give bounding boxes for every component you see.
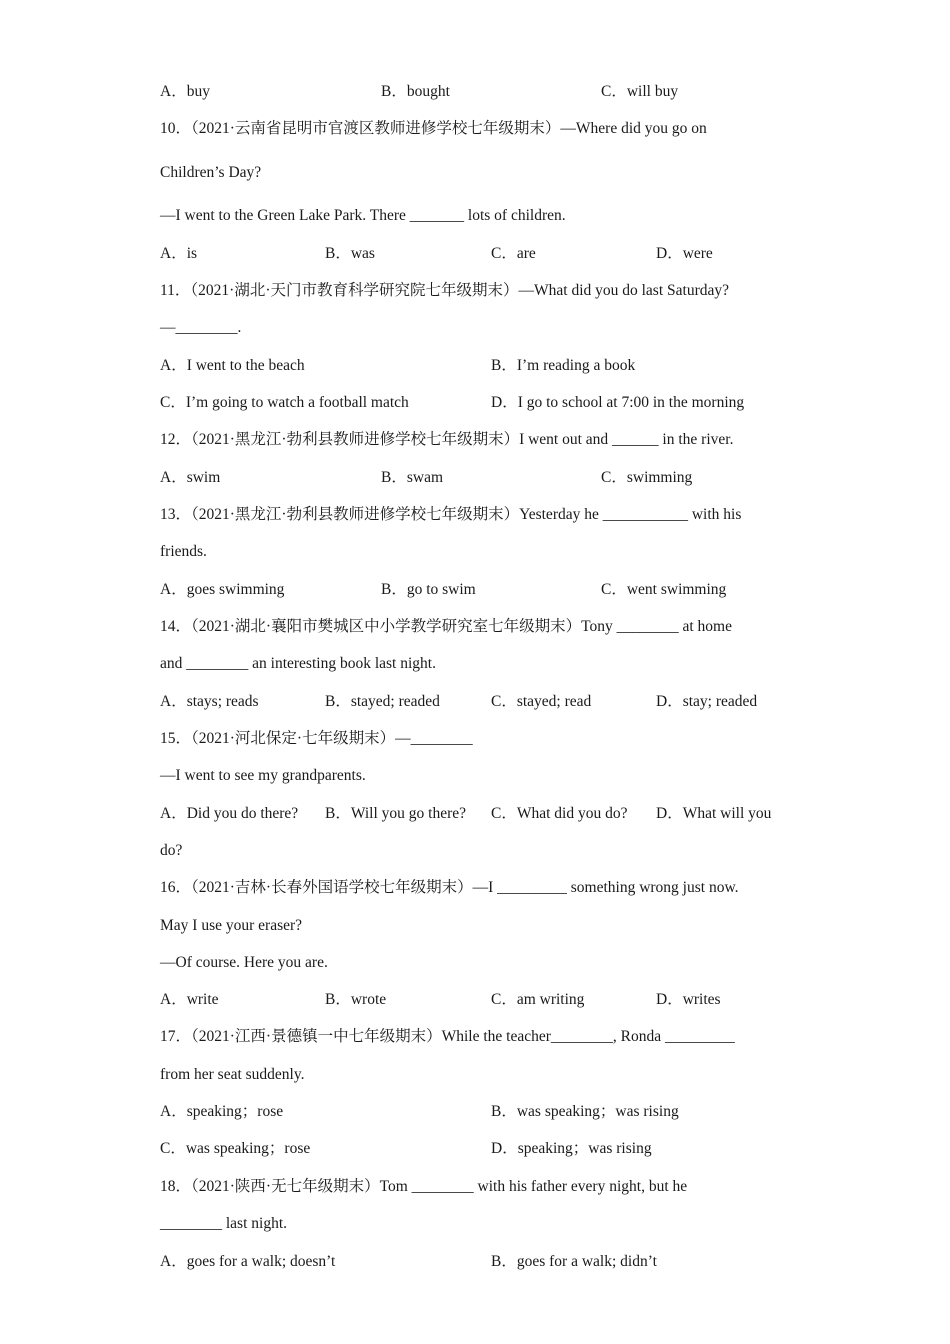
q15-option-c: C．What did you do? bbox=[491, 805, 628, 822]
q11-stem: 11．（2021·湖北·天门市教育科学研究院七年级期末）—What did you do last Saturday? bbox=[160, 282, 729, 299]
q14-option-c: C．stayed; read bbox=[491, 693, 592, 710]
q10-option-b: B．was bbox=[325, 245, 375, 262]
q16-option-b: B．wrote bbox=[325, 991, 387, 1008]
q17-option-c: C．was speaking；rose bbox=[160, 1140, 311, 1157]
q10-stem-cont: Children’s Day? bbox=[160, 164, 262, 181]
q13-option-b: B．go to swim bbox=[381, 581, 476, 598]
q18-stem: 18．（2021·陕西·无七年级期末）Tom ________ with his father every night, but he bbox=[160, 1178, 688, 1195]
q14-stem: 14．（2021·湖北·襄阳市樊城区中小学教学研究室七年级期末）Tony ________ at home bbox=[160, 618, 732, 635]
q18-option-a: A．goes for a walk; doesn’t bbox=[160, 1253, 336, 1270]
q9-option-a: A．buy bbox=[160, 83, 210, 100]
q12-option-b: B．swam bbox=[381, 469, 444, 486]
q15-option-d: D．What will you bbox=[656, 805, 772, 822]
q11-option-b: B．I’m reading a book bbox=[491, 357, 636, 374]
q16-option-d: D．writes bbox=[656, 991, 721, 1008]
q17-stem: 17．（2021·江西·景德镇一中七年级期末）While the teacher________, Ronda _________ bbox=[160, 1028, 735, 1045]
q15-response: —I went to see my grandparents. bbox=[160, 767, 366, 784]
q9-option-c: C．will buy bbox=[601, 83, 679, 100]
q17-stem-cont: from her seat suddenly. bbox=[160, 1066, 305, 1083]
q14-option-d: D．stay; readed bbox=[656, 693, 758, 710]
q15-stem: 15．（2021·河北保定·七年级期末）—________ bbox=[160, 730, 473, 747]
q16-response: —Of course. Here you are. bbox=[160, 954, 328, 971]
q15-option-a: A．Did you do there? bbox=[160, 805, 299, 822]
q17-option-a: A．speaking；rose bbox=[160, 1103, 284, 1120]
q17-option-d: D．speaking；was rising bbox=[491, 1140, 652, 1157]
q16-stem: 16．（2021·吉林·长春外国语学校七年级期末）—I _________ something wrong just now. bbox=[160, 879, 739, 896]
q16-stem-cont: May I use your eraser? bbox=[160, 917, 303, 934]
q9-option-b: B．bought bbox=[381, 83, 450, 100]
q12-stem: 12．（2021·黑龙江·勃利县教师进修学校七年级期末）I went out and ______ in the river. bbox=[160, 431, 734, 448]
q17-option-b: B．was speaking；was rising bbox=[491, 1103, 679, 1120]
q11-option-d: D．I go to school at 7:00 in the morning bbox=[491, 394, 745, 411]
q11-option-a: A．I went to the beach bbox=[160, 357, 305, 374]
q11-response: —________. bbox=[160, 319, 242, 336]
q15-option-b: B．Will you go there? bbox=[325, 805, 466, 822]
q13-option-c: C．went swimming bbox=[601, 581, 727, 598]
q14-option-b: B．stayed; readed bbox=[325, 693, 440, 710]
q10-option-d: D．were bbox=[656, 245, 713, 262]
q10-response: —I went to the Green Lake Park. There _______ lots of children. bbox=[160, 207, 566, 224]
q12-option-c: C．swimming bbox=[601, 469, 693, 486]
q18-option-b: B．goes for a walk; didn’t bbox=[491, 1253, 657, 1270]
q16-option-a: A．write bbox=[160, 991, 219, 1008]
q14-stem-cont: and ________ an interesting book last night. bbox=[160, 655, 436, 672]
q13-stem: 13．（2021·黑龙江·勃利县教师进修学校七年级期末）Yesterday he ___________ with his bbox=[160, 506, 742, 523]
q11-option-c: C．I’m going to watch a football match bbox=[160, 394, 409, 411]
q10-stem: 10．（2021·云南省昆明市官渡区教师进修学校七年级期末）—Where did you go on bbox=[160, 120, 707, 137]
q15-option-d-cont: do? bbox=[160, 842, 183, 859]
q18-stem-cont: ________ last night. bbox=[160, 1215, 288, 1232]
q13-option-a: A．goes swimming bbox=[160, 581, 285, 598]
q10-option-a: A．is bbox=[160, 245, 198, 262]
q10-option-c: C．are bbox=[491, 245, 536, 262]
q13-stem-cont: friends. bbox=[160, 543, 207, 560]
q12-option-a: A．swim bbox=[160, 469, 221, 486]
q16-option-c: C．am writing bbox=[491, 991, 585, 1008]
q14-option-a: A．stays; reads bbox=[160, 693, 259, 710]
